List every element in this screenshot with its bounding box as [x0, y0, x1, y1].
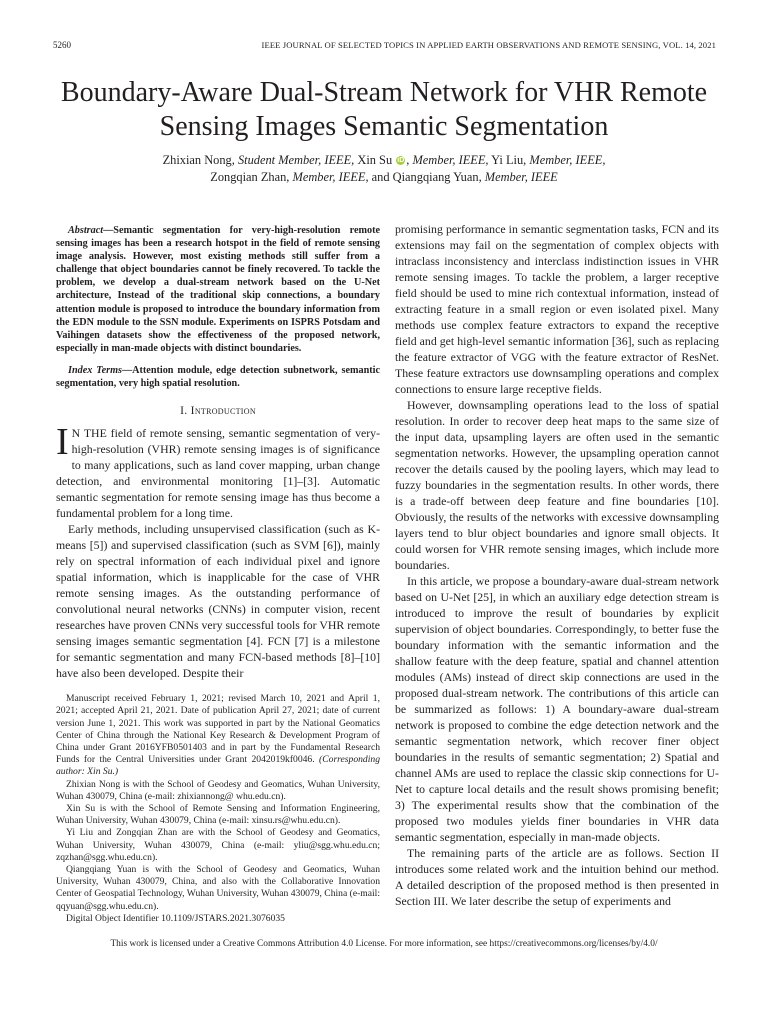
footnote-affiliation: Qiangqiang Yuan is with the School of Geodesy and Geomatics, Wuhan University, Wuhan 430079, China, and also with the Collaborative Innovation Center of Geospatial Technology, Wuhan University, Wuhan 430079, China (e-mail: qqyuan@sgg.whu.edu.cn). — [56, 863, 380, 912]
index-terms-label: Index Terms — [68, 364, 122, 376]
footnote-affiliation: Zhixian Nong is with the School of Geodesy and Geomatics, Wuhan University, Wuhan 430079, China (e-mail: zhixiannong@ whu.edu.cn). — [56, 778, 380, 802]
author-role: Member, IEEE, — [292, 170, 369, 184]
doi[interactable]: Digital Object Identifier 10.1109/JSTARS.2021.3076035 — [66, 912, 285, 924]
journal-header: IEEE JOURNAL OF SELECTED TOPICS IN APPLIED EARTH OBSERVATIONS AND REMOTE SENSING, VOL. 14, 2021 — [261, 40, 716, 50]
footnote-affiliation: Yi Liu and Zongqian Zhan are with the School of Geodesy and Geomatics, Wuhan University, Wuhan 430079, China (e-mail: yliu@sgg.whu.edu.cn; zqzhan@sgg.whu.edu.cn). — [56, 827, 380, 863]
corresponding-author: (Corresponding author: Xin Su.) — [56, 754, 380, 778]
author-name: Xin Su — [357, 153, 393, 167]
section-numeral: I. — [180, 404, 188, 418]
intro-paragraph-1 — [56, 421, 381, 521]
abstract-text: —Semantic segmentation for very-high-resolution remote sensing images has been a research hotspot in the field of remote sensing image analysis. However, most existing methods still suffer from a challenge that object boundaries cannot be finely recovered. To tackle the problem, we develop a dual-stream network based on the U-Net architecture, Instead of the traditional skip connections, a boundary attention module is proposed to introduce the boundary information from the EDN module to the SSN module. Experiments on ISPRS Potsdam and Vaihingen datasets show the effectiveness of the proposed network, especially in man-made objects with distinct boundaries. — [56, 225, 380, 354]
left-column — [56, 224, 380, 925]
body-paragraph: In this article, we propose a boundary-aware dual-stream network based on U-Net [25], in which an auxiliary edge detection stream is introduced to improve the result of boundaries by explicit supervision of object boundaries. Correspondingly, to better fuse the boundary information with the semantic information and the shallow feature with the deep feature, spatial and channel attention modules (AMs) instead of direct skip connections are used in the proposed dual-stream network. The contributions of this article can be summarized as follows: 1) A boundary-aware dual-stream network is proposed to combine the edge detection network and the semantic segmentation network, which recover finer object boundaries in the results of semantic segmentation; 2) Spatial and channel AMs are used to replace the classic skip connections for U-Net to capture local details and the result shows promising benefit; 3) The experimental results show that the combination of the proposed two modules yields finer boundaries in VHR data semantic segmentation, especially in man-made objects. — [395, 574, 719, 844]
footnotes — [56, 693, 380, 925]
body-paragraph: promising performance in semantic segmentation tasks, FCN and its extensions may fail on the segmentation of complex objects with intraclass inconsistency and interclass indistinction issues in VHR remote sensing images. To tackle the problem, a larger receptive field should be used to mine rich contextual information, instead of extracting feature in a small region or even isolated pixel. Many methods use complex feature extractors to expand the receptive field and get high-level semantic information [36], such as replacing the feature extractor of VGG with the feature extractor of ResNet. These feature extractors use downsampling operations and complex connections to ensure large receptive fields. — [395, 222, 719, 396]
footnote-affiliation: Xin Su is with the School of Remote Sensing and Information Engineering, Wuhan University, Wuhan 430079, China (e-mail: xinsu.rs@whu.edu.cn). — [56, 802, 380, 827]
author-role: Member, IEEE — [484, 170, 558, 184]
license-notice: This work is licensed under a Creative Commons Attribution 4.0 License. For more information, see https://creativecommons.org/licenses/by/4.0/ — [110, 939, 658, 949]
footnote-manuscript: Manuscript received February 1, 2021; revised March 10, 2021 and April 1, 2021; accepted April 21, 2021. Date of publication April 27, 2021; date of current version June 1, 2021. This work was supported in part by the National Geomatics Center of China through the National Key Research & Development Program of China under Grant 2016YFB0501403 and in part by the Fundamental Research Funds for the Central Universities under Grant 2042019kf0046. (Corresponding author: Xin Su.) — [56, 693, 380, 778]
author-name: Zhixian Nong, — [162, 153, 235, 167]
intro-paragraph-2: Early methods, including unsupervised classification (such as K-means [5]) and supervised classification (such as SVM [6]), mainly rely on spectral information of each individual pixel and ignore spatial information, which is inapplicable for the case of VHR remote sensing images. As the outstanding performance of convolutional neural networks (CNNs) in computer vision, recent researches have proven CNNs very successful tools for VHR remote sensing images semantic segmentation [4]. FCN [7] is a milestone for semantic segmentation and many FCN-based methods [8]–[10] have also been developed. Despite their — [56, 522, 380, 681]
intro-paragraph-1-text: field of remote sensing, semantic segmentation of very-high-resolution (VHR) remote sensing images is of significance to many applications, such as land cover mapping, urban change detection, and environmental monitoring [1]–[3]. Automatic semantic segmentation for remote sensing image has thus become a fundamental problem for a long time. — [56, 426, 381, 521]
author-list: Zhixian Nong, Student Member, IEEE, Xin Su iD , Member, IEEE, Yi Liu, Member, IEEE, Zongqian Zhan, Member, IEEE, and Qiangqiang Yuan, Member, IEEE — [162, 153, 606, 184]
orcid-icon[interactable]: iD — [397, 157, 405, 164]
intro-first-words: N THE — [71, 426, 107, 441]
author-name: and Qiangqiang Yuan, — [371, 170, 482, 184]
index-terms-text: —Attention module, edge detection subnetwork, semantic segmentation, very high spatial resolution. — [56, 364, 380, 390]
paper-title: Boundary-Aware Dual-Stream Network for VHR Remote Sensing Images Semantic Segmentation — [60, 77, 708, 142]
index-terms — [56, 364, 380, 390]
author-name: Zongqian Zhan, — [210, 170, 290, 184]
abstract-label: Abstract — [68, 225, 104, 236]
section-title: Introduction — [190, 404, 256, 418]
section-heading-introduction — [56, 404, 380, 417]
author-name: Yi Liu, — [491, 153, 527, 167]
author-role: Member, IEEE, — [529, 153, 606, 167]
body-paragraph: However, downsampling operations lead to the loss of spatial resolution. In order to recover deep heat maps to the same size of the input data, upsampling layers are often used in the semantic segmentation networks. However, the upsampling operation cannot recover the details caused by the pooling layers, which may lead to fuzzy boundaries in the segmentation results. In other words, there is a trade-off between deep feature and fine boundaries [10]. Obviously, the results of the networks with excessive downsampling layers tend to blur object boundaries and ignore small objects. It could worsen for VHR remote sensing images, which include more boundaries. — [395, 398, 719, 572]
body-paragraph: The remaining parts of the article are as follows. Section II introduces some related work and the intuition behind our method. A detailed description of the proposed method is then presented in Section III. We later describe the setup of experiments and — [395, 846, 719, 908]
drop-cap: I — [56, 421, 69, 464]
page-number: 5260 — [53, 40, 71, 50]
abstract — [56, 224, 380, 355]
author-role: Student Member, IEEE, — [237, 153, 355, 167]
author-role: Member, IEEE, — [412, 153, 489, 167]
right-column — [395, 221, 719, 909]
